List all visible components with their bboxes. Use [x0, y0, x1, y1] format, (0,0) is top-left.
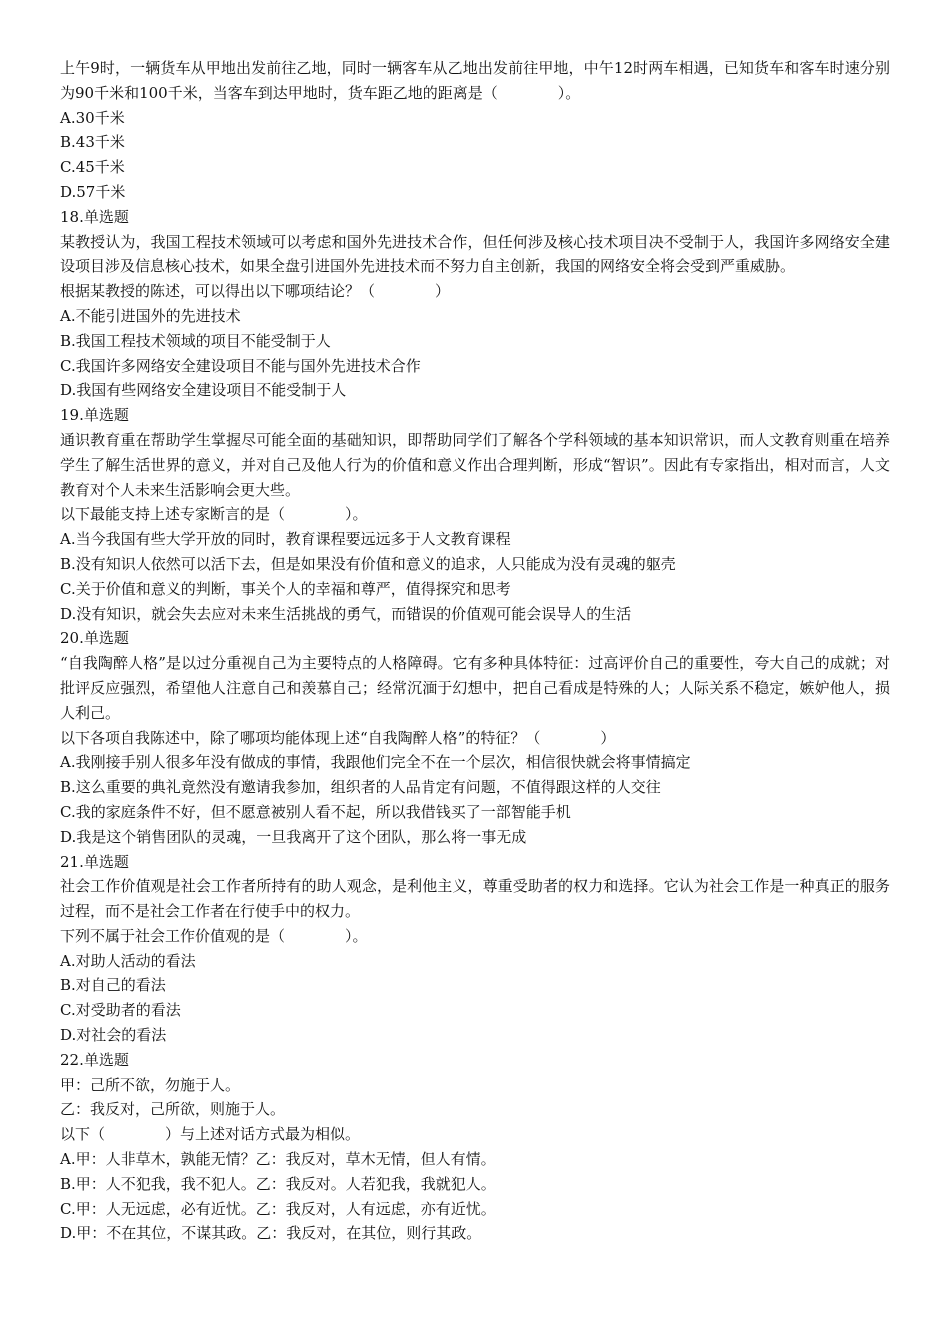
option-b: B.43千米 [60, 133, 125, 152]
option-c: C.甲：人无远虑，必有近忧。乙：我反对，人有远虑，亦有近忧。 [60, 1199, 496, 1218]
option-c: C.对受助者的看法 [60, 1001, 181, 1020]
option-d: D.我是这个销售团队的灵魂，一旦我离开了这个团队，那么将一事无成 [60, 827, 527, 846]
option-d: D.没有知识，就会失去应对未来生活挑战的勇气，而错误的价值观可能会误导人的生活 [60, 604, 632, 623]
question-stem: 上午9时，一辆货车从甲地出发前往乙地，同时一辆客车从乙地出发前往甲地，中午12时两车相遇，已知货车和客车时速分别为90千米和100千米，当客车到达甲地时，货车距乙地的距离是（ ）。 [60, 59, 890, 102]
question-prompt: 以下各项自我陈述中，除了哪项均能体现上述“自我陶醉人格”的特征？（ ） [60, 728, 616, 747]
question-prompt: 以下（ ）与上述对话方式最为相似。 [60, 1125, 361, 1144]
option-d: D.我国有些网络安全建设项目不能受制于人 [60, 381, 347, 400]
option-b: B.没有知识人依然可以活下去，但是如果没有价值和意义的追求，人只能成为没有灵魂的躯壳 [60, 554, 676, 573]
question-17 [60, 56, 890, 205]
option-c: C.我国许多网络安全建设项目不能与国外先进技术合作 [60, 356, 421, 375]
question-prompt: 以下最能支持上述专家断言的是（ ）。 [60, 505, 368, 524]
option-a: A.我刚接手别人很多年没有做成的事情，我跟他们完全不在一个层次，相信很快就会将事情搞定 [60, 753, 691, 772]
option-d: D.对社会的看法 [60, 1026, 167, 1045]
question-18 [60, 205, 890, 403]
question-stem: 社会工作价值观是社会工作者所持有的助人观念，是利他主义，尊重受助者的权力和选择。它认为社会工作是一种真正的服务过程，而不是社会工作者在行使手中的权力。 [60, 877, 890, 921]
option-b: B.对自己的看法 [60, 976, 166, 995]
option-a: A.对助人活动的看法 [60, 951, 196, 970]
dialogue-line-yi: 乙：我反对，己所欲，则施于人。 [60, 1100, 286, 1119]
option-a: A.不能引进国外的先进技术 [60, 306, 241, 325]
option-c: C.我的家庭条件不好，但不愿意被别人看不起，所以我借钱买了一部智能手机 [60, 802, 571, 821]
document-page [60, 56, 890, 1246]
option-b: B.甲：人不犯我，我不犯人。乙：我反对。人若犯我，我就犯人。 [60, 1174, 496, 1193]
question-prompt: 下列不属于社会工作价值观的是（ ）。 [60, 926, 368, 945]
option-a: A.甲：人非草木，孰能无情？乙：我反对，草木无情，但人有情。 [60, 1150, 496, 1169]
question-21 [60, 850, 890, 1048]
question-title: 18.单选题 [60, 207, 129, 226]
question-20 [60, 626, 890, 849]
option-d: D.57千米 [60, 182, 126, 201]
option-b: B.这么重要的典礼竟然没有邀请我参加，组织者的人品肯定有问题，不值得跟这样的人交往 [60, 778, 661, 797]
question-title: 19.单选题 [60, 406, 129, 425]
option-c: C.45千米 [60, 158, 125, 177]
question-title: 21.单选题 [60, 852, 129, 871]
option-a: A.当今我国有些大学开放的同时，教育课程要远远多于人文教育课程 [60, 530, 511, 549]
option-c: C.关于价值和意义的判断，事关个人的幸福和尊严，值得探究和思考 [60, 579, 511, 598]
question-prompt: 根据某教授的陈述，可以得出以下哪项结论？（ ） [60, 282, 451, 301]
question-stem: 通识教育重在帮助学生掌握尽可能全面的基础知识，即帮助同学们了解各个学科领域的基本知识常识，而人文教育则重在培养学生了解生活世界的意义，并对自己及他人行为的价值和意义作出合理判断，形成“智识”。因此有专家指出，相对而言，人文教育对个人未来生活影响会更大些。 [60, 430, 890, 499]
question-19 [60, 403, 890, 626]
question-stem: 某教授认为，我国工程技术领域可以考虑和国外先进技术合作，但任何涉及核心技术项目决不受制于人，我国许多网络安全建设项目涉及信息核心技术，如果全盘引进国外先进技术而不努力自主创新，我国的网络安全将会受到严重威胁。 [60, 232, 890, 276]
question-title: 22.单选题 [60, 1050, 129, 1069]
question-22 [60, 1048, 890, 1246]
option-b: B.我国工程技术领域的项目不能受制于人 [60, 331, 331, 350]
option-d: D.甲：不在其位，不谋其政。乙：我反对，在其位，则行其政。 [60, 1224, 482, 1243]
question-title: 20.单选题 [60, 629, 129, 648]
dialogue-line-jia: 甲：己所不欲，勿施于人。 [60, 1075, 241, 1094]
option-a: A.30千米 [60, 108, 125, 127]
question-stem: “自我陶醉人格”是以过分重视自己为主要特点的人格障碍。它有多种具体特征：过高评价自己的重要性，夸大自己的成就；对批评反应强烈，希望他人注意自己和羡慕自己；经常沉湎于幻想中，把自己看成是特殊的人；人际关系不稳定，嫉妒他人，损人利己。 [60, 654, 890, 722]
